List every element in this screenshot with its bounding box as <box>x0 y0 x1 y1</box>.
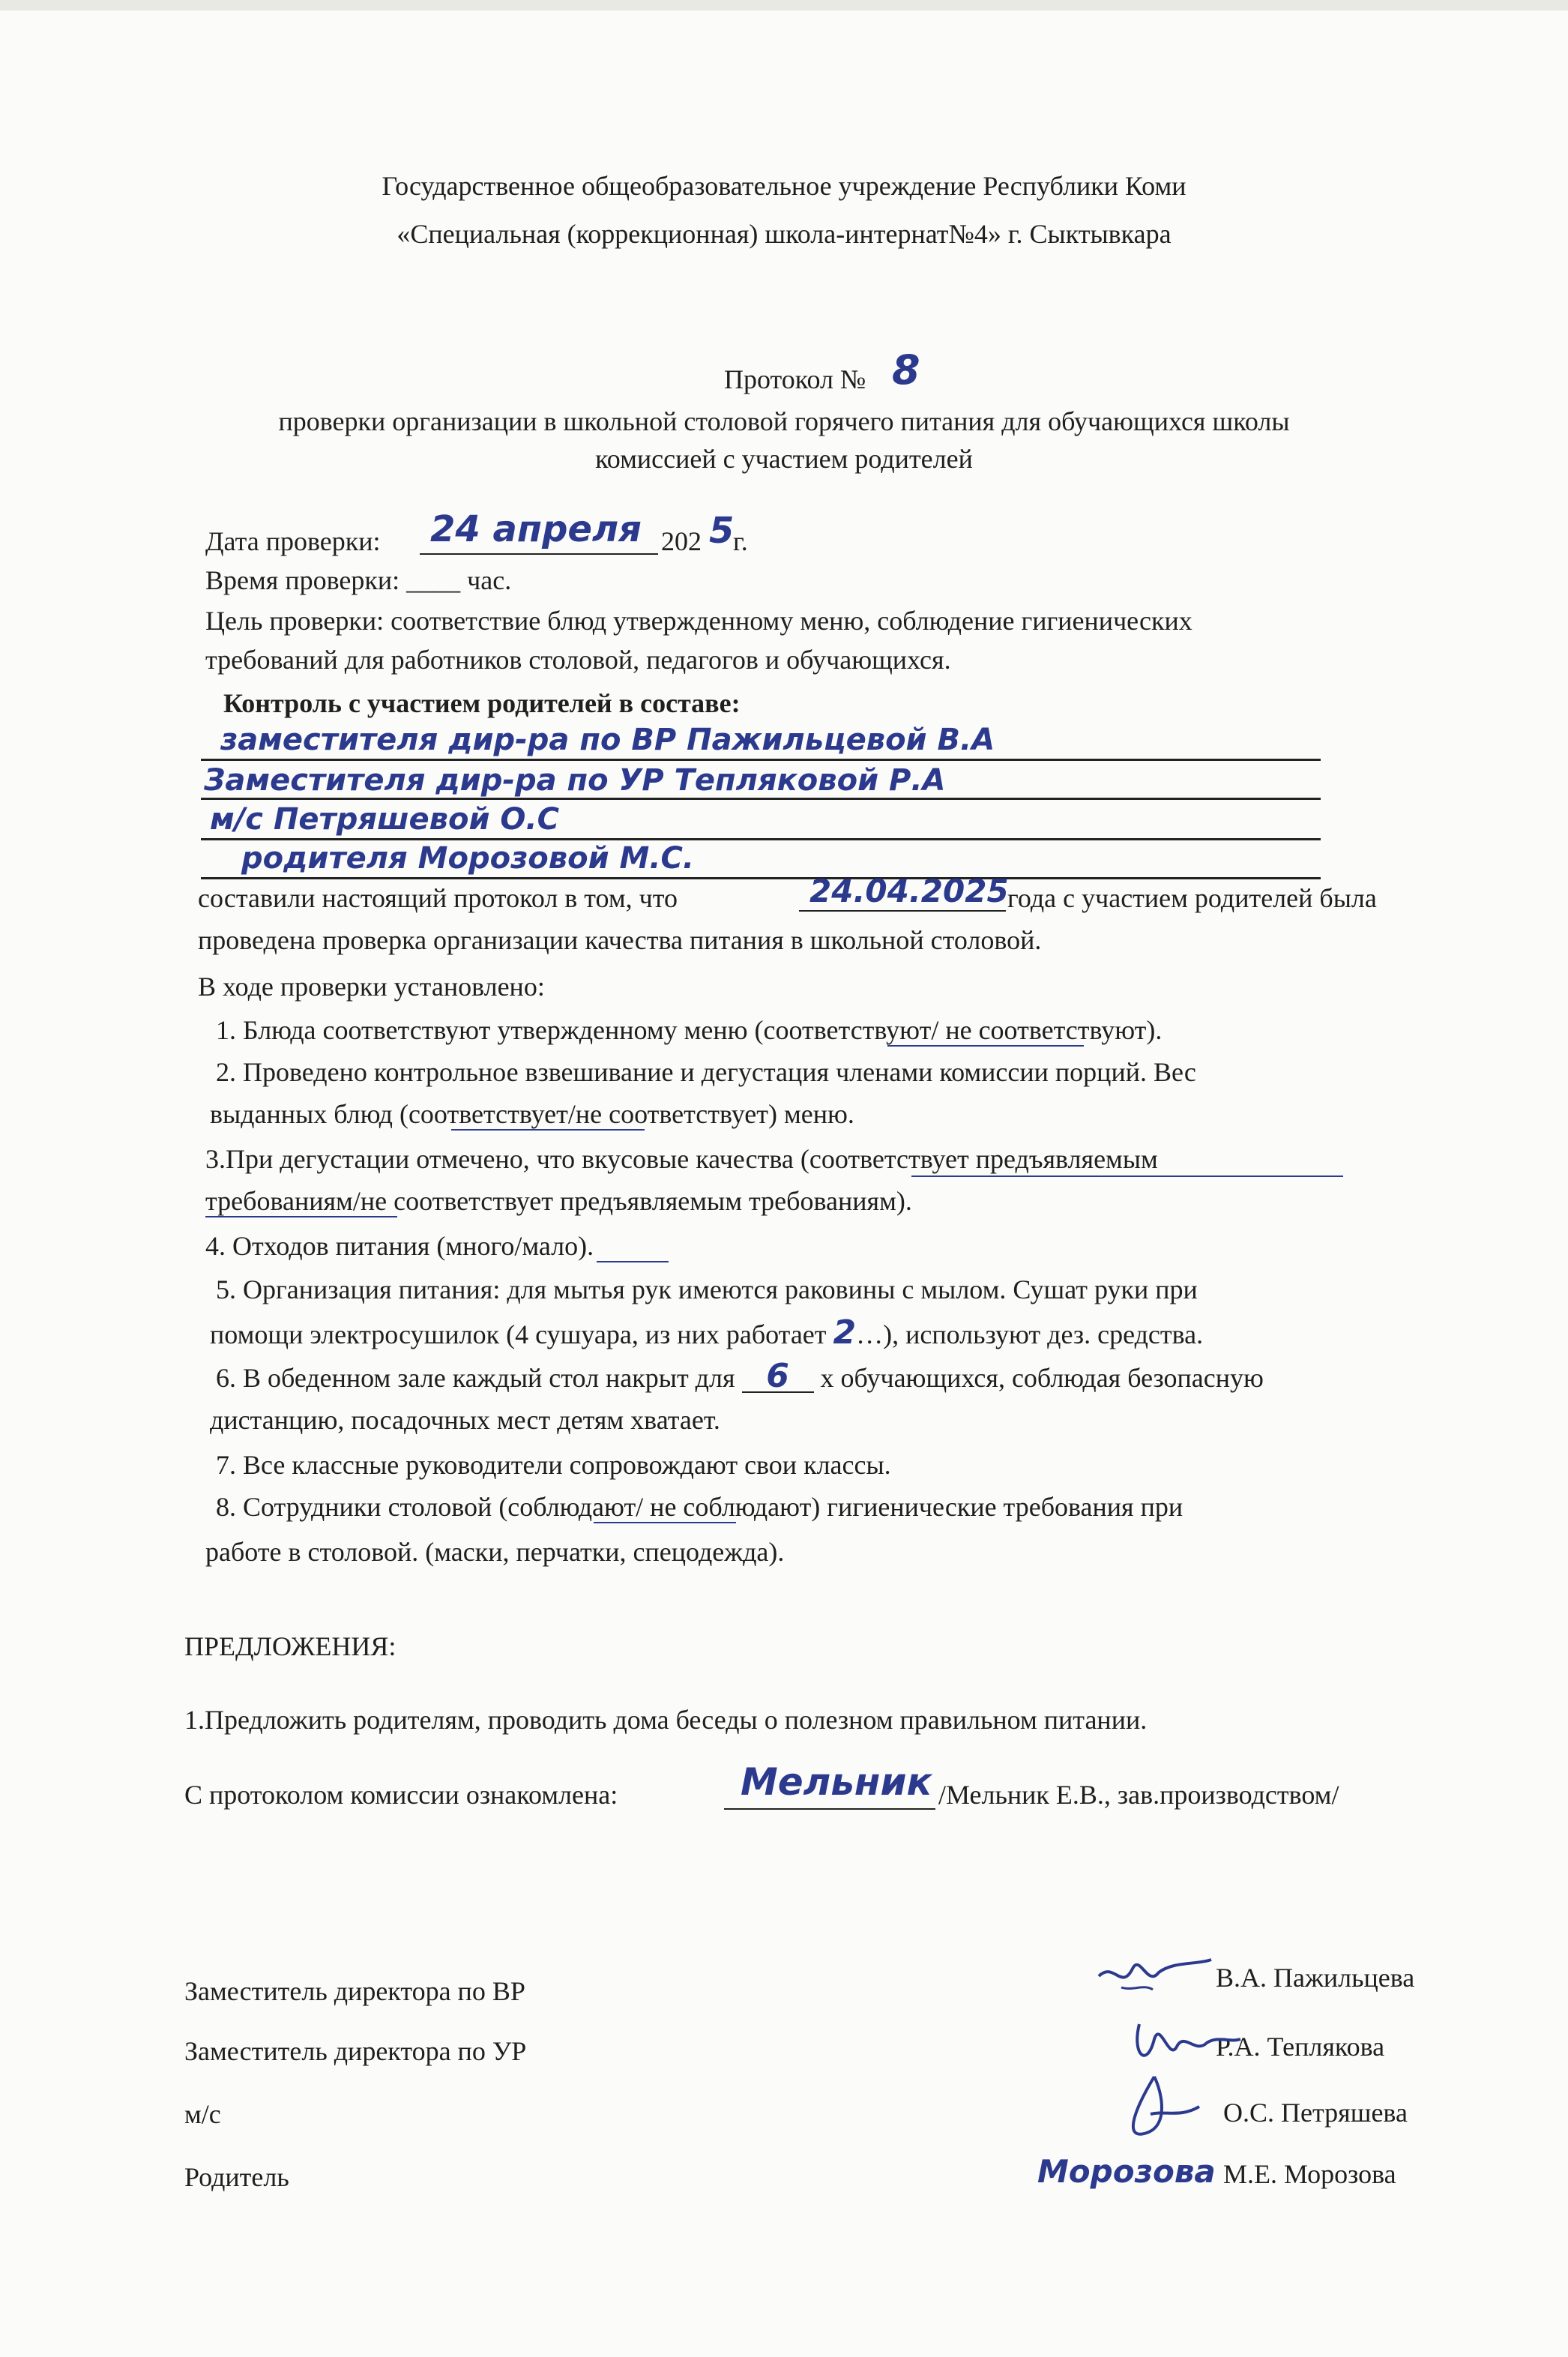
proposals-heading: ПРЕДЛОЖЕНИЯ: <box>184 1631 396 1661</box>
signatory-role: Заместитель директора по УР <box>184 2036 527 2066</box>
finding-2a: 2. Проведено контрольное взвешивание и дегустация членами комиссии порций. Вес <box>216 1057 1196 1087</box>
selection-underline <box>594 1522 736 1523</box>
institution-name-line2: «Специальная (коррекционная) школа-интернат№4» г. Сыктывкара <box>396 219 1172 249</box>
finding-2b: выданных блюд (соответствует/не соответствует) меню. <box>210 1099 854 1129</box>
statement-date-underline <box>799 910 1006 912</box>
finding-5a: 5. Организация питания: для мытья рук имеются раковины с мылом. Сушат руки при <box>216 1274 1198 1304</box>
date-label: Дата проверки: <box>205 526 381 556</box>
acknowledgement-underline <box>724 1808 935 1810</box>
finding-4: 4. Отходов питания (много/мало). <box>205 1231 594 1261</box>
time-line: Время проверки: ____ час. <box>205 565 512 595</box>
acknowledgement-prefix: С протоколом комиссии ознакомлена: <box>184 1780 618 1810</box>
finding-6a: 6. В обеденном зале каждый стол накрыт для 6 х обучающихся, соблюдая безопасную <box>216 1357 1264 1395</box>
commission-line <box>201 877 1321 879</box>
commission-member: родителя Морозовой М.С. <box>241 841 695 876</box>
time-blank: ____ <box>406 565 461 595</box>
commission-member: м/с Петряшевой О.С <box>210 802 559 837</box>
signature-morozova-handwritten: Морозова <box>1037 2153 1216 2190</box>
date-handwritten: 24 апреля <box>430 508 642 550</box>
scan-edge <box>0 0 1568 10</box>
selection-underline <box>911 1176 1343 1177</box>
signature-teplyakova-image <box>1124 2009 1244 2077</box>
year-prefix: 202 <box>661 526 702 556</box>
commission-line <box>201 759 1321 761</box>
acknowledgement-suffix: /Мельник Е.В., зав.производством/ <box>938 1780 1339 1810</box>
goal-line1: Цель проверки: соответствие блюд утвержденному меню, соблюдение гигиенических <box>205 606 1192 636</box>
commission-heading: Контроль с участием родителей в составе: <box>223 688 741 718</box>
finding-3b: требованиям/не соответствует предъявляемым требованиям). <box>205 1186 912 1216</box>
acknowledgement-signature: Мельник <box>741 1760 932 1804</box>
year-suffix: г. <box>733 526 748 556</box>
students-per-table-handwritten: 6 <box>742 1361 814 1393</box>
signatory-name: О.С. Петряшева <box>1223 2098 1408 2128</box>
date-underline <box>420 553 658 555</box>
commission-member: Заместителя дир-ра по УР Тепляковой Р.А <box>204 763 946 798</box>
finding-5b: помощи электросушилок (4 сушуара, из них работает 2…), используют дез. средства. <box>210 1313 1204 1352</box>
finding-8a: 8. Сотрудники столовой (соблюдают/ не соблюдают) гигиенические требования при <box>216 1492 1183 1522</box>
statement-line2: проведена проверка организации качества питания в школьной столовой. <box>198 925 1042 955</box>
statement-prefix: составили настоящий протокол в том, что <box>198 883 678 913</box>
dryers-working-handwritten: 2 <box>833 1313 857 1352</box>
selection-underline <box>451 1129 645 1131</box>
selection-underline <box>887 1045 1084 1047</box>
finding-7: 7. Все классные руководители сопровождают свои классы. <box>216 1450 891 1480</box>
protocol-subtitle-line1: проверки организации в школьной столовой горячего питания для обучающихся школы <box>278 406 1290 436</box>
commission-line <box>201 838 1321 840</box>
statement-suffix: года с участием родителей была <box>1007 883 1377 913</box>
protocol-subtitle-line2: комиссией с участием родителей <box>595 444 973 474</box>
selection-underline <box>205 1216 397 1217</box>
signature-petryasheva-image <box>1109 2069 1214 2152</box>
goal-line2: требований для работников столовой, педагогов и обучающихся. <box>205 645 951 675</box>
proposal-1: 1.Предложить родителям, проводить дома беседы о полезном правильном питании. <box>184 1705 1148 1735</box>
signatory-name: М.Е. Морозова <box>1223 2159 1396 2189</box>
commission-line <box>201 798 1321 800</box>
statement-date-handwritten: 24.04.2025 <box>809 873 1009 909</box>
selection-underline <box>597 1261 669 1262</box>
commission-member: заместителя дир-ра по ВР Пажильцевой В.А <box>220 723 995 757</box>
finding-6b: дистанцию, посадочных мест детям хватает. <box>210 1405 720 1435</box>
protocol-title: Протокол № <box>724 364 866 394</box>
signatory-name: В.А. Пажильцева <box>1216 1963 1415 1993</box>
finding-1: 1. Блюда соответствуют утвержденному меню (соответствуют/ не соответствуют). <box>216 1015 1163 1045</box>
signatory-role: Заместитель директора по ВР <box>184 1976 525 2006</box>
year-digit-handwritten: 5 <box>709 510 735 552</box>
signature-pazhiltseva-image <box>1091 1946 1219 2006</box>
protocol-number: 8 <box>892 346 920 394</box>
institution-name-line1: Государственное общеобразовательное учреждение Республики Коми <box>382 171 1186 201</box>
signatory-name: Р.А. Теплякова <box>1216 2032 1385 2062</box>
finding-3a: 3.При дегустации отмечено, что вкусовые качества (соответствует предъявляемым <box>205 1144 1158 1174</box>
signatory-role: Родитель <box>184 2162 289 2192</box>
finding-8b: работе в столовой. (маски, перчатки, спецодежда). <box>205 1537 785 1567</box>
signatory-role: м/с <box>184 2099 221 2129</box>
findings-intro: В ходе проверки установлено: <box>198 972 545 1002</box>
